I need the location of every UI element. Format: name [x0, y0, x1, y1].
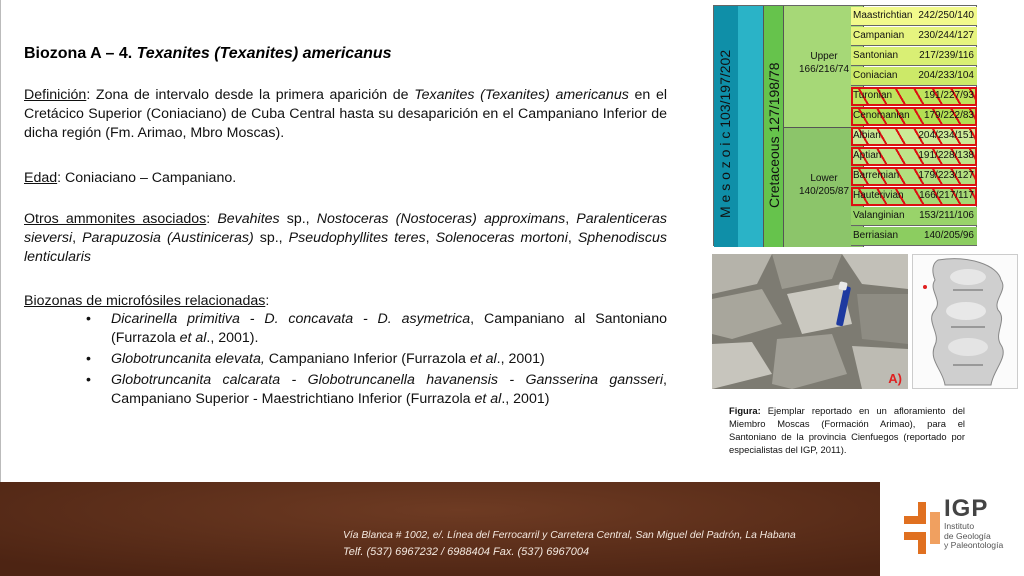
stage-name: Berriasian: [853, 230, 899, 241]
stage-name: Coniacian: [853, 70, 898, 81]
associated-ammonites-label: Otros ammonites asociados: [24, 211, 207, 227]
igp-logo: [880, 482, 1024, 576]
bullet-icon: •: [86, 311, 91, 327]
stage-name: Aptian: [853, 150, 882, 161]
stage-row: [851, 87, 977, 106]
stage-row: [851, 107, 977, 126]
logo-subtitle: Instituto de Geología y Paleontología: [944, 521, 1004, 550]
stage-row: [851, 7, 977, 26]
list-item: • Dicarinella primitiva - D. concavata - D. asymetrica, Campaniano al Santoniano (Furrazola et al., 2001).: [86, 311, 667, 346]
age-paragraph: Edad: Coniaciano – Campaniano.: [24, 170, 237, 186]
bullet-icon: •: [86, 372, 91, 388]
caption-label: Figura:: [729, 405, 761, 416]
stage-row: [851, 227, 977, 246]
logo-name: IGP: [944, 495, 989, 522]
definition-label: Definición: [24, 87, 87, 103]
era-band: [738, 6, 764, 247]
age-label: Edad: [24, 170, 58, 186]
stage-name: Cenomanian: [853, 110, 910, 121]
ammonite-photo: [912, 254, 1018, 389]
stage-row: [851, 207, 977, 226]
stage-code: 230/244/127: [918, 30, 974, 41]
stage-row: [851, 147, 977, 166]
outcrop-photo: [712, 254, 908, 389]
period-column: [764, 6, 784, 247]
stage-code: 191/228/138: [918, 150, 974, 161]
epoch-upper-name: Upper: [810, 51, 838, 62]
stage-code: 204/233/104: [918, 70, 974, 81]
stage-row: [851, 167, 977, 186]
era-column: [714, 6, 738, 247]
epoch-lower-name: Lower: [810, 173, 838, 184]
epoch-upper-code: 166/216/74: [798, 64, 850, 75]
stage-name: Hauterivian: [853, 190, 904, 201]
microfossil-biozones-list: [24, 310, 667, 411]
stage-code: 179/222/83: [923, 110, 974, 121]
epoch-lower-code: 140/205/87: [798, 186, 850, 197]
stage-code: 217/239/116: [919, 50, 974, 61]
stage-code: 140/205/96: [923, 230, 974, 241]
stage-code: 166/217/117: [919, 190, 974, 201]
stage-name: Albian: [853, 130, 881, 141]
era-label: M e s o z o i c 103/197/202: [717, 49, 733, 218]
stage-name: Campanian: [853, 30, 905, 41]
footer: [0, 482, 1024, 576]
list-item: • Globotruncanita elevata, Campaniano Inferior (Furrazola et al., 2001): [86, 351, 545, 367]
footer-phone: Telf. (537) 6967232 / 6988404 Fax. (537) 6967004: [343, 546, 590, 558]
outcrop-photo-image: [712, 254, 908, 389]
stage-name: Santonian: [853, 50, 899, 61]
associated-ammonites-paragraph: Otros ammonites asociados: Bevahites sp., Nostoceras (Nostoceras) approximans, Paralenticeras sieversi, Parapuzosia (Austiniceras) sp., Pseudophyllites teres, Solenoceras mortoni, Sphenodiscus lenticularis: [24, 211, 667, 265]
ammonite-fossil-image: [913, 255, 1018, 389]
stage-row: [851, 187, 977, 206]
igp-logo-icon: [904, 502, 940, 554]
stratigraphic-table: [713, 5, 977, 246]
figure-caption: Figura: Ejemplar reportado en un afloramiento del Miembro Moscas (Formación Arimao), para el Santoniano de la provincia Cienfuegos (reportado por especialistas del IGP, 2011).: [729, 405, 965, 455]
stage-row: [851, 67, 977, 86]
stage-code: 153/211/106: [919, 210, 974, 221]
period-label: Cretaceous 127/198/78: [766, 62, 782, 208]
stage-name: Barremian: [853, 170, 900, 181]
definition-paragraph: Definición: Zona de intervalo desde la primera aparición de Texanites (Texanites) americanus en el Cretácico Superior (Coniaciano) de Cuba Central hasta su desaparición en el Campaniano Inferior de dicha región (Fm. Arimao, Mbro Moscas).: [24, 87, 667, 141]
photo-label: A): [888, 371, 902, 386]
stage-code: 204/234/151: [918, 130, 974, 141]
stage-code: 179/223/127: [918, 170, 974, 181]
stage-name: Turonian: [853, 90, 893, 101]
stage-row: [851, 27, 977, 46]
microfossil-biozones-heading: Biozonas de microfósiles relacionadas:: [24, 293, 270, 309]
stage-row: [851, 47, 977, 66]
footer-address: Vía Blanca # 1002, e/. Línea del Ferrocarril y Carretera Central, San Miguel del Padrón, La Habana: [343, 530, 796, 541]
bullet-icon: •: [86, 351, 91, 367]
stage-row: [851, 127, 977, 146]
list-item: • Globotruncanita calcarata - Globotruncanella havanensis - Gansserina gansseri, Campaniano Superior - Maestrichtiano Inferior (Furrazola et al., 2001): [86, 372, 667, 407]
page-title: Biozona A – 4. Texanites (Texanites) americanus: [24, 45, 392, 62]
stage-code: 242/250/140: [918, 10, 974, 21]
stage-name: Valanginian: [853, 210, 905, 221]
stage-code: 191/227/93: [923, 90, 974, 101]
stage-name: Maastrichtian: [853, 10, 913, 21]
